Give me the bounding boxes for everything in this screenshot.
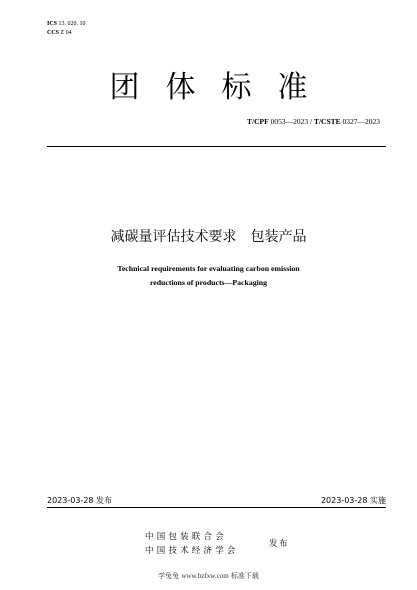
standard-num-2: 0327—2023 xyxy=(342,117,380,126)
watermark-site-name: 学兔兔 xyxy=(158,572,180,580)
english-title-line-2: reductions of products—Packaging xyxy=(149,278,268,287)
standard-separator: / xyxy=(309,117,313,126)
release-date: 2023-03-28 发布 xyxy=(47,496,113,505)
ccs-code xyxy=(47,29,86,38)
issuing-organizations xyxy=(145,530,239,558)
standard-number xyxy=(247,117,380,126)
ccs-label: CCS xyxy=(47,30,60,36)
ics-value: 13. 020. 10 xyxy=(58,21,86,27)
watermark-suffix: 标准下载 xyxy=(230,572,259,580)
ics-code xyxy=(47,20,86,29)
bottom-divider xyxy=(47,507,386,508)
issuer-org-1: 中国包装联合会 xyxy=(145,532,227,542)
publish-label: 发布 xyxy=(269,539,290,549)
standard-prefix-2: T/CSTE xyxy=(313,117,341,126)
chinese-title xyxy=(0,226,417,246)
standard-num-1: 0053—2023 xyxy=(270,117,309,126)
top-divider xyxy=(47,146,386,147)
english-title-line-1: Technical requirements for evaluating carbon emission xyxy=(117,264,300,273)
english-title xyxy=(0,262,417,290)
chinese-title-sub: 包装产品 xyxy=(250,229,307,245)
chinese-title-main: 减碳量评估技术要求 xyxy=(110,229,237,245)
classification-codes xyxy=(47,20,86,38)
watermark-url[interactable]: www.bzfxw.com xyxy=(181,572,229,580)
ics-label: ICS xyxy=(47,21,58,27)
watermark xyxy=(0,571,417,581)
ccs-value: Z 04 xyxy=(60,30,72,36)
standard-prefix-1: T/CPF xyxy=(247,117,269,126)
issuer-org-2: 中国技术经济学会 xyxy=(145,546,239,556)
document-type-title: 团体标准 xyxy=(109,70,334,105)
implementation-date: 2023-03-28 实施 xyxy=(320,496,386,505)
